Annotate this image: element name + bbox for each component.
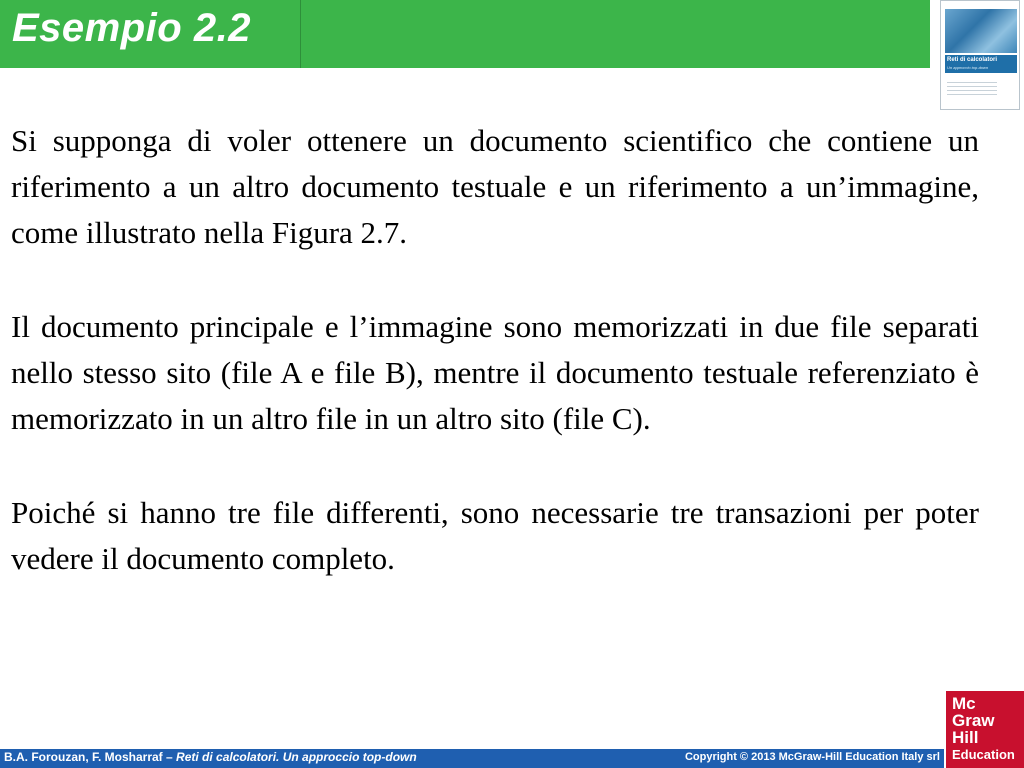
cover-network-image xyxy=(945,9,1017,53)
slide-body xyxy=(11,118,979,630)
footer-book-title: Reti di calcolatori. Un approccio top-down xyxy=(176,750,417,764)
paragraph-3: Poiché si hanno tre file differenti, sono necessarie tre transazioni per poter vedere il documento completo. xyxy=(11,495,979,576)
title-bar xyxy=(0,0,930,68)
logo-line-2: Graw xyxy=(952,711,995,730)
logo-line-1: Mc xyxy=(952,694,976,713)
footer-copyright: Copyright © 2013 McGraw-Hill Education Italy srl xyxy=(684,751,940,763)
footer-citation xyxy=(4,750,417,764)
book-cover-image xyxy=(940,0,1020,110)
footer-bar xyxy=(0,749,944,768)
paragraph-2: Il documento principale e l’immagine sono memorizzati in due file separati nello stesso sito (file A e file B), mentre il documento testuale referenziato è memorizzato in un altro file in un altro sito (file C). xyxy=(11,309,979,436)
cover-subtitle: Un approccio top-down xyxy=(947,65,989,70)
cover-text-lines xyxy=(947,79,997,97)
footer-authors: B.A. Forouzan, F. Mosharraf – xyxy=(4,750,177,764)
logo-line-4: Education xyxy=(952,747,1015,762)
title-box xyxy=(0,0,301,68)
cover-title: Reti di calcolatori xyxy=(947,57,998,63)
mcgraw-hill-logo xyxy=(946,691,1024,768)
slide-title: Esempio 2.2 xyxy=(12,6,251,50)
paragraph-1: Si supponga di voler ottenere un documento scientifico che contiene un riferimento a un altro documento testuale e un riferimento a un’immagine, come illustrato nella Figura 2.7. xyxy=(11,123,979,250)
logo-line-3: Hill xyxy=(952,728,979,747)
